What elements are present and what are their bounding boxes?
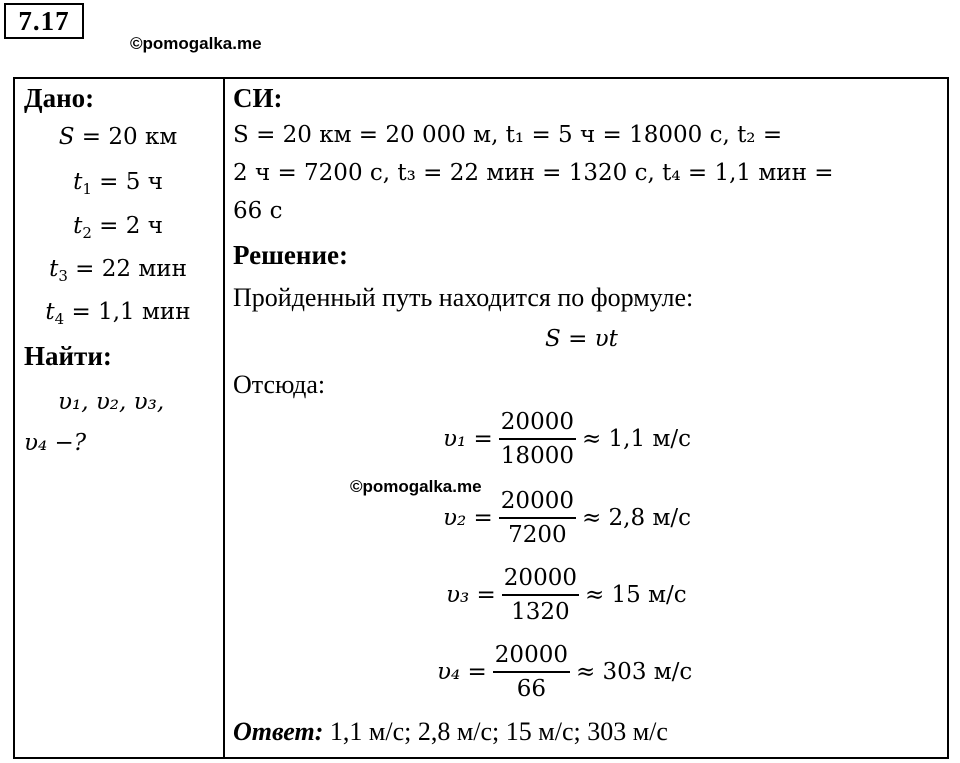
si-line-3: 66 с xyxy=(233,198,283,224)
find-heading: Найти: xyxy=(24,341,112,371)
answer-values: 1,1 м/с; 2,8 м/с; 15 м/с; 303 м/с xyxy=(323,717,668,746)
find-line-1: υ₁, υ₂, υ₃, xyxy=(58,389,165,415)
watermark-middle: ©pomogalka.me xyxy=(350,477,482,496)
formula-path: S = υt xyxy=(545,326,618,352)
answer-label: Ответ: xyxy=(233,717,324,746)
column-divider xyxy=(223,77,225,759)
velocity-1-formula: υ₁ = $\frac{20000}{18000}$ ≈ 1,1 м/с xyxy=(443,409,691,469)
solution-heading: Решение: xyxy=(233,240,348,270)
given-line-distance: S = 20 км xyxy=(58,124,178,150)
velocity-3-formula: υ₃ = $\frac{20000}{1320}$ ≈ 15 м/с xyxy=(446,565,687,625)
velocity-4-formula: υ₄ = $\frac{20000}{66}$ ≈ 303 м/с xyxy=(437,642,693,702)
given-line-t4: $t_4 = 1,1$ мин xyxy=(45,299,191,328)
si-line-2: 2 ч = 7200 с, t₃ = 22 мин = 1320 с, t₄ = 1,1 мин = xyxy=(233,160,834,186)
problem-number: 7.17 xyxy=(4,3,84,39)
solution-text-formula-intro: Пройденный путь находится по формуле: xyxy=(233,283,694,312)
given-line-t1: $t_1 = 5$ ч xyxy=(73,169,163,198)
given-line-t3: $t_3 = 22$ мин xyxy=(49,256,187,285)
si-line-1: S = 20 км = 20 000 м, t₁ = 5 ч = 18000 с, t₂ = xyxy=(233,122,783,148)
answer-line xyxy=(233,717,668,747)
given-heading: Дано: xyxy=(24,83,95,113)
velocity-2-formula: υ₂ = $\frac{20000}{7200}$ ≈ 2,8 м/с xyxy=(443,488,691,548)
find-line-2: υ₄ −? xyxy=(24,430,87,456)
given-line-t2: $t_2 = 2$ ч xyxy=(73,213,163,242)
watermark: ©pomogalka.me xyxy=(130,34,262,53)
si-heading: СИ: xyxy=(233,83,283,113)
solution-text-hence: Отсюда: xyxy=(233,370,326,399)
